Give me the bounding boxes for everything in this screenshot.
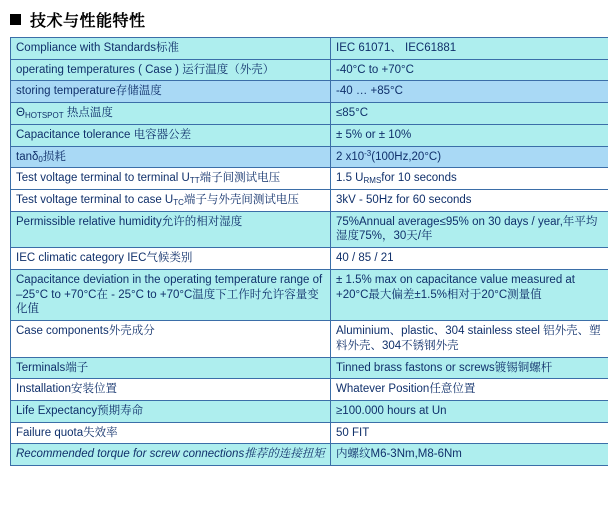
spec-value: Whatever Position任意位置 [331,379,608,401]
spec-label-post: 端子间测试电压 [199,172,281,185]
spec-value-post: for 10 seconds [381,172,457,185]
spec-label: Installation安装位置 [11,379,331,401]
table-row [11,422,608,444]
spec-value: Tinned brass fastons or screws镀锡铜螺杆 [331,357,608,379]
table-row [11,321,608,357]
spec-label-pre: Test voltage terminal to terminal U [16,172,190,185]
spec-value: 50 FIT [331,422,608,444]
spec-label-post: 损耗 [42,150,66,163]
spec-label-post: 端子与外壳间测试电压 [183,194,299,207]
spec-label: Life Expectancy预期寿命 [11,400,331,422]
table-row [11,103,608,125]
spec-label [11,146,331,168]
spec-value: 内螺纹M6-3Nm,M8-6Nm [331,444,608,466]
page-title-text: 技术与性能特性 [30,13,146,30]
bullet-square-icon [10,14,21,25]
table-body [11,38,608,466]
table-row [11,146,608,168]
spec-label-subscript: TT [189,176,200,186]
spec-label [11,190,331,212]
table-row [11,379,608,401]
spec-value [331,168,608,190]
spec-value: 75%Annual average≤95% on 30 days / year,年平均湿度75%，30天/年 [331,211,608,247]
spec-label-subscript: TC [173,198,184,208]
spec-value: ≤85°C [331,103,608,125]
spec-value-pre: 2 x10 [336,150,365,163]
spec-value-superscript: -3 [364,148,372,158]
table-row [11,400,608,422]
spec-label-pre: Θ [16,107,25,120]
spec-label: Compliance with Standards标准 [11,38,331,60]
spec-value: ± 5% or ± 10% [331,124,608,146]
spec-label-subscript: 0 [38,154,43,164]
table-row [11,211,608,247]
table-row [11,269,608,320]
spec-label: Permissible relative humidity允许的相对湿度 [11,211,331,247]
table-row [11,81,608,103]
spec-label-pre: Test voltage terminal to case U [16,194,174,207]
spec-value: IEC 61071、 IEC61881 [331,38,608,60]
spec-value: ± 1.5% max on capacitance value measured at +20°C最大偏差±1.5%相对于20°C测量值 [331,269,608,320]
spec-label: Terminals端子 [11,357,331,379]
spec-value-subscript: RMS [363,176,382,186]
table-row [11,124,608,146]
spec-label: Failure quota失效率 [11,422,331,444]
spec-label: IEC climatic category IEC气候类别 [11,248,331,270]
spec-label [11,103,331,125]
spec-label-post: 热点温度 [63,107,113,120]
spec-value-pre: 1.5 U [336,172,364,185]
spec-value: -40 … +85°C [331,81,608,103]
spec-value: 40 / 85 / 21 [331,248,608,270]
spec-label-subscript: HOTSPOT [24,111,64,121]
table-row [11,190,608,212]
spec-value: -40°C to +70°C [331,59,608,81]
spec-label: Capacitance deviation in the operating temperature range of –25°C to +70°C在 - 25°C to +70°C温度下工作时允许容量变化值 [11,269,331,320]
spec-label [11,168,331,190]
page-title [0,0,608,37]
spec-label: storing temperature存储温度 [11,81,331,103]
specifications-table [10,37,608,466]
table-row [11,444,608,466]
table-row [11,38,608,60]
spec-value: Aluminium、plastic、304 stainless steel 铝外壳、塑料外壳、304不锈钢外壳 [331,321,608,357]
spec-label: Recommended torque for screw connections推荐的连接扭矩 [11,444,331,466]
spec-label-pre: tanδ [16,150,39,163]
table-row [11,168,608,190]
spec-label: Case components外壳成分 [11,321,331,357]
spec-label: operating temperatures ( Case ) 运行温度（外壳） [11,59,331,81]
spec-label: Capacitance tolerance 电容器公差 [11,124,331,146]
spec-value [331,146,608,168]
table-row [11,248,608,270]
table-row [11,59,608,81]
table-row [11,357,608,379]
spec-value-post: (100Hz,20°C) [371,150,442,163]
spec-value: 3kV - 50Hz for 60 seconds [331,190,608,212]
spec-value: ≥100.000 hours at Un [331,400,608,422]
